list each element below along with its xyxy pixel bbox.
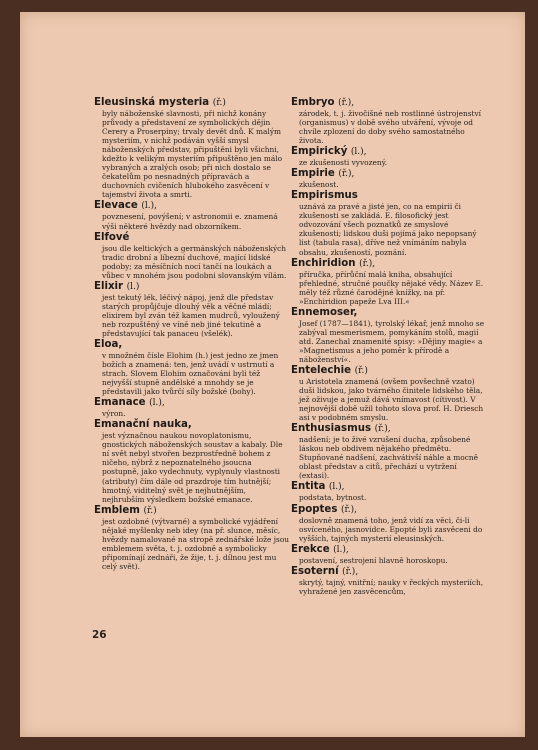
entry-definition: v množném čísle Elohim (h.) jest jedno ze jmen božích a znamená: ten, jenž uvádí v ustrnutí a strach. Slovem Elohim označováni byli též nejvyšší stupně andělské a mnohdy se je představili jako tvůrčí síly božské (bohy). <box>102 350 279 397</box>
entry-definition: podstata, bytnost. <box>299 493 367 503</box>
entry-term: Epoptes (ř.), <box>291 503 357 515</box>
entry-definition: zárodek, t. j. živočišné neb rostlinné ústrojenství (organismus) v době svého utváření, vývoje od chvíle zplození do doby svého samostatného života. <box>299 109 482 146</box>
entry-emanace <box>94 397 290 418</box>
entry-definition: výron. <box>102 409 126 419</box>
entry-epoptes <box>291 504 489 543</box>
book-page <box>20 12 525 737</box>
entry-term: Empirismus <box>291 190 358 202</box>
entry-elevace <box>94 200 290 230</box>
entry-emanacni-nauka <box>94 419 290 503</box>
entry-empiricky <box>291 146 489 167</box>
entry-eleusinska-mysteria <box>94 97 290 199</box>
entry-emblem <box>94 505 290 571</box>
entry-term: Enthusiasmus (ř.), <box>291 423 391 435</box>
entry-term: Elixir (l.) <box>94 280 140 292</box>
entry-term: Empirický (l.), <box>291 146 367 158</box>
entry-term: Elevace (l.), <box>94 200 157 212</box>
entry-ennemoser <box>291 307 489 364</box>
entry-definition: jest význačnou naukou novoplatonismu, gnostických náboženských soustav a kabaly. Dle ní svět nebyl stvořen bezprostředně bohem z ničeho, nýbrž z nepoznatelného jsoucna postupně, jako vydechnuty, vyplynuly vlastnosti (atributy) čím dále od prazdroje tím hutnější; hmotný, viditelný svět je nejhutnějším, nejhrubším výsledkem božské emanace. <box>102 431 283 504</box>
entry-term: Emanace (l.), <box>94 397 165 409</box>
entry-term: Embryo (ř.), <box>291 97 355 108</box>
right-column <box>291 96 489 596</box>
entry-term: Entelechie (ř.) <box>291 364 368 376</box>
entry-definition: uznává za pravé a jisté jen, co na empirii či zkušenosti se zakládá. E. filosofický jest odvozování všech poznatků ze smyslové zkušenosti; lidskou duši pojímá jako nepopsaný list (tabula rasa), dříve než vnímáním nabyla obsahu, zkušeností, poznání. <box>299 202 477 257</box>
entry-term: Entita (l.), <box>291 481 345 493</box>
entry-term: Emanační nauka, <box>94 419 192 431</box>
entry-empirismus <box>291 190 489 256</box>
entry-definition: doslovně znamená toho, jenž vidí za věci, či-li osvíceného, jasnovidce. Epopté byli zasvěceni do vyšších, tajných mysterií eleusinských. <box>299 515 483 543</box>
entry-enchiridion <box>291 258 489 306</box>
entry-term: Enchiridion (ř.), <box>291 257 376 269</box>
entry-elixir <box>94 281 290 338</box>
entry-definition: skrytý, tajný, vnitřní; nauky v řeckých mysteriích, vyhražené jen zasvěcencům, <box>299 577 484 596</box>
entry-elfove <box>94 232 290 280</box>
entry-definition: ze zkušenosti vyvozený. <box>299 158 388 168</box>
entry-definition: zkušenost. <box>299 180 339 190</box>
entry-term: Elfové <box>94 231 130 243</box>
entry-enthusiasmus <box>291 423 489 480</box>
entry-definition: nadšení; je to živé vzrušení ducha, způsobené láskou neb obdivem nějakého předmětu. Stupňované nadšení, zachvátivší náhle a mocně oblast představ a citů, přechází u vytržení (extasi). <box>299 435 478 481</box>
entry-term: Erekce (l.), <box>291 543 349 555</box>
entry-eloa <box>94 339 290 396</box>
entry-empirie <box>291 168 489 189</box>
entry-term: Emblem (ř.) <box>94 504 157 516</box>
entry-definition: Josef (1787—1841), tyrolský lékař, jenž mnoho se zabýval mesmerismem, pomykáním stolů, magií atd. Zanechal znamenité spisy: »Dějiny magie« a »Magnetismus a jeho poměr k přírodě a náboženství«. <box>299 318 485 364</box>
entry-term: Ennemoser, <box>291 306 358 318</box>
entry-definition: u Aristotela znamená (ovšem povšechně vzato) duši lidskou, jako tvárného činitele lidského těla, jež oživuje a jemuž dává vnímavost (cítivost). V nejnovější době užil tohoto slova prof. H. Driesch asi v podobném smyslu. <box>299 376 484 423</box>
entry-definition: povznesení, povýšení; v astronomii e. znamená výši některé hvězdy nad obzorníkem. <box>102 212 278 231</box>
entry-term: Eleusinská mysteria (ř.) <box>94 97 226 108</box>
entry-definition: jest ozdobné (výtvarné) a symbolické vyjádření nějaké myšlenky neb idey (na př. slunce, měsíc, hvězdy namalované na stropě zednářské lože jsou emblemem světa, t. j. ozdobně a symbolicky připomínají zednáři, že žije, t. j. dílnou jest mu celý svět). <box>102 516 290 571</box>
entry-definition: příručka, přírůční malá kniha, obsahující přehledné, stručné poučky nějaké vědy. Název E. měly též různé čarodějné knížky, na př. »Enchiridion papeže Lva III.« <box>299 269 484 306</box>
entry-esoterni <box>291 566 489 596</box>
entry-definition: jsou dle keltických a germánských náboženských tradic drobní a líbezní duchové, mající lidské podoby; za měsíčních nocí tančí na loukách a vůbec v mnohém jsou podobni slovanským vílám. <box>102 243 287 280</box>
entry-definition: postavení, sestrojení hlavně horoskopu. <box>299 555 448 565</box>
page-number: 26 <box>92 629 107 641</box>
entry-definition: jest tekutý lék, léčivý nápoj, jenž dle představ starých propůjčuje dlouhý věk a věčné mládí; elixirem byl zván též kamen mudrců, vyloužený neb rozpuštěný ve víně neb jiné tekutině a představující tak panaceu (všelék). <box>102 292 280 338</box>
entry-definition: byly náboženské slavnosti, při nichž konány průvody a představení ze symbolických dějin Cerery a Proserpiny; trvaly devět dnů. K malým mysteriím, v nichž podáván vyšší smysl náboženských představ, připuštěni byli všichni, kdežto k velikým mysteriím připuštěno jen málo vybraných a zralých osob; při nich dostalo se čekatelům po nesnadných přípravách a duchovních cvičeních hlubokého zasvěcení v tajemství života a smrti. <box>102 109 283 200</box>
entry-embryo <box>291 97 489 145</box>
entry-erekce <box>291 544 489 565</box>
entry-term: Esoterní (ř.), <box>291 565 359 577</box>
entry-term: Empirie (ř.), <box>291 168 355 180</box>
left-column <box>94 96 290 571</box>
entry-entelechie <box>291 365 489 422</box>
entry-term: Eloa, <box>94 338 123 350</box>
entry-entita <box>291 481 489 502</box>
